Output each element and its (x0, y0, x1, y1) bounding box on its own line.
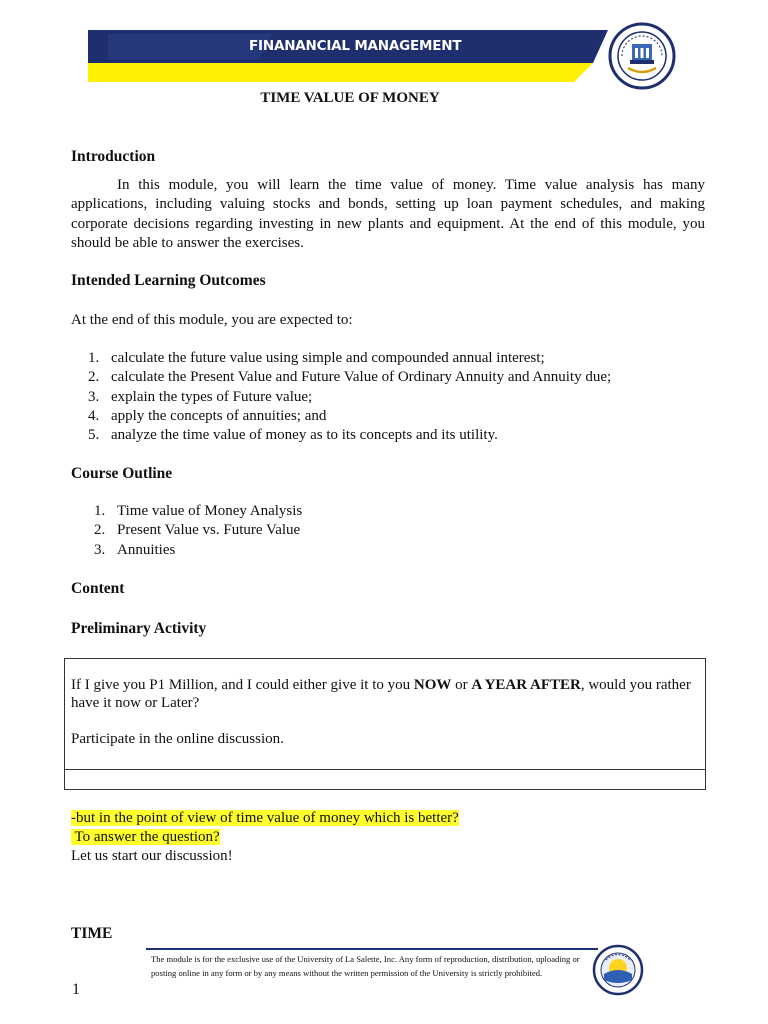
followup-question: -but in the point of view of time value of money which is better? (71, 810, 459, 826)
emphasis-now: NOW (413, 677, 452, 693)
time-heading: TIME (71, 925, 113, 942)
list-item: 2. Present Value vs. Future Value (94, 522, 301, 539)
list-item: 1. calculate the future value using simple and compounded annual interest; (88, 350, 545, 366)
followup-prompt: To answer the question? (71, 829, 220, 845)
activity-question: If I give you P1 Million, and I could either give it to you NOW or A YEAR AFTER, would you rather have it now or Later? (71, 677, 691, 711)
document-title: TIME VALUE OF MONEY (260, 90, 440, 106)
preliminary-heading: Preliminary Activity (71, 620, 207, 637)
content-heading: Content (71, 580, 125, 597)
list-item: 3. Annuities (94, 541, 176, 558)
footer-notice-line1: The module is for the exclusive use of the University of La Salette, Inc. Any form of reproduction, distribution, uploading or (151, 954, 580, 964)
outcomes-list (88, 349, 611, 445)
followup-start: Let us start our discussion! (71, 848, 233, 864)
list-item: 3. explain the types of Future value; (88, 388, 313, 405)
emphasis-year-after: A YEAR AFTER (471, 677, 581, 693)
list-item: 5. analyze the time value of money as to its concepts and its utility. (88, 427, 498, 444)
footer-notice (151, 953, 597, 980)
outline-heading: Course Outline (71, 465, 173, 482)
list-item: 2. calculate the Present Value and Future Value of Ordinary Annuity and Annuity due; (88, 369, 612, 386)
footer-notice-line2: posting online in any form or by any means without the written permission of the University is strictly prohibited. (151, 967, 543, 978)
introduction-paragraph (71, 176, 705, 253)
activity-instruction: Participate in the online discussion. (71, 731, 284, 747)
outline-list (94, 502, 302, 560)
course-title: FINANANCIAL MANAGEMENT (249, 38, 462, 54)
university-seal-icon (608, 22, 676, 90)
footer-rule (146, 948, 598, 950)
list-item: 4. apply the concepts of annuities; and (88, 407, 327, 424)
course-code: PBIBAFM 0 (176, 40, 243, 54)
page-number: 1 (72, 981, 80, 998)
list-item: 1. Time value of Money Analysis (94, 503, 303, 519)
outcomes-lead: At the end of this module, you are expected to: (71, 312, 353, 328)
introduction-heading: Introduction (71, 148, 156, 165)
introduction-text: In this module, you will learn the time value of money. Time value analysis has many applications, including valuing stocks and bonds, setting up loan payment schedules, and making corporate decisions regarding investing in new plants and equipment. At the end of this module, you should be able to answer the exercises. (71, 177, 705, 251)
activity-box-divider (64, 769, 706, 770)
university-seal-icon (592, 944, 644, 996)
outcomes-heading: Intended Learning Outcomes (71, 272, 266, 289)
